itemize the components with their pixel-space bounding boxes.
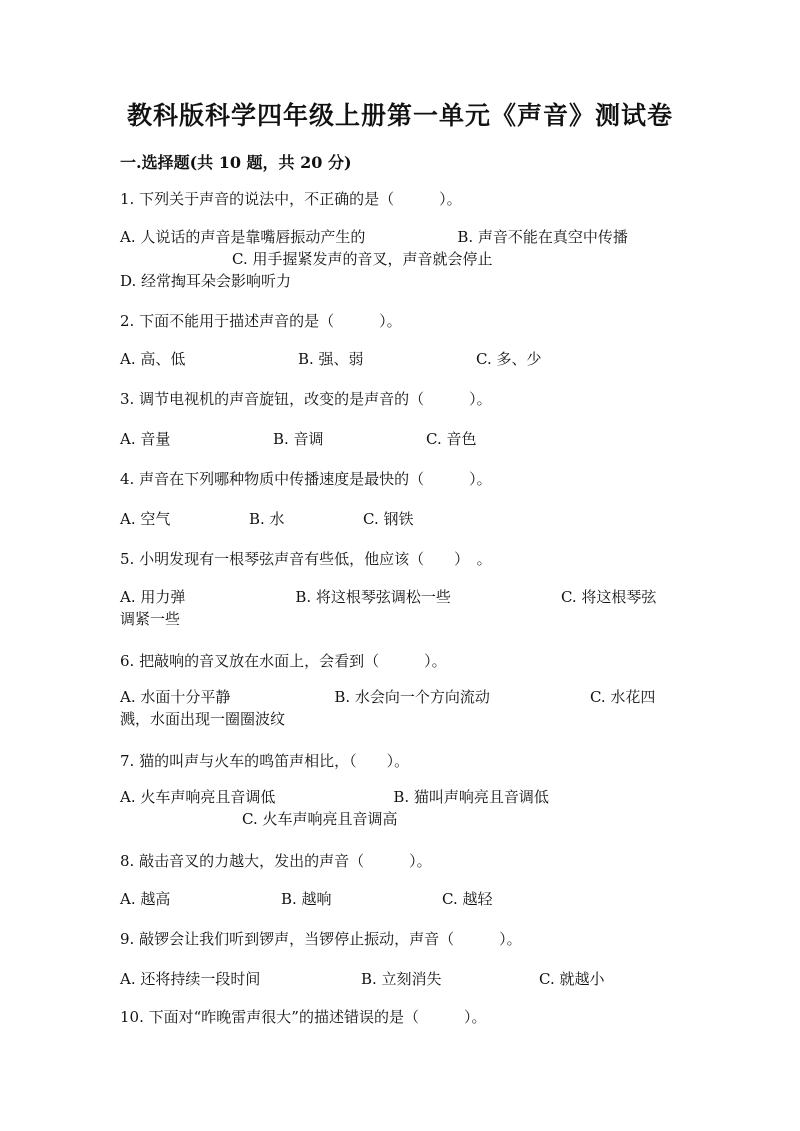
option-a: A. 水面十分平静 (120, 688, 231, 706)
question-8: 8. 敲击音叉的力越大，发出的声音（ ）。 (120, 852, 432, 870)
option-d: D. 经常掏耳朵会影响听力 (120, 272, 292, 290)
option-b: B. 水会向一个方向流动 (334, 688, 490, 706)
option-a: A. 空气 (120, 510, 171, 528)
option-a: A. 音量 (120, 430, 171, 448)
option-a: A. 高、低 (120, 350, 186, 368)
question-5-options (120, 586, 670, 630)
option-a: A. 用力弹 (120, 588, 186, 606)
question-2: 2. 下面不能用于描述声音的是（ ）。 (120, 312, 402, 330)
option-b: B. 声音不能在真空中传播 (457, 228, 628, 246)
question-10: 10. 下面对“昨晚雷声很大”的描述错误的是（ ）。 (120, 1008, 487, 1026)
option-b: B. 将这根琴弦调松一些 (295, 588, 451, 606)
question-7-options (120, 786, 670, 830)
option-b: B. 立刻消失 (361, 970, 442, 988)
option-c: C. 越轻 (442, 890, 493, 908)
option-b: B. 水 (249, 510, 285, 528)
option-b: B. 音调 (273, 430, 324, 448)
option-a: A. 火车声响亮且音调低 (120, 788, 276, 806)
option-c: C. 钢铁 (363, 510, 414, 528)
option-a: A. 人说话的声音是靠嘴唇振动产生的 (120, 228, 366, 246)
option-b: B. 猫叫声响亮且音调低 (393, 788, 549, 806)
question-4: 4. 声音在下列哪种物质中传播速度是最快的（ ）。 (120, 470, 492, 488)
option-c: C. 音色 (426, 430, 477, 448)
document-title: 教科版科学四年级上册第一单元《声音》测试卷 (126, 101, 673, 130)
section-heading: 一.选择题(共 10 题，共 20 分) (120, 153, 352, 172)
option-c: C. 火车声响亮且音调高 (242, 810, 398, 828)
option-b: B. 越响 (281, 890, 332, 908)
question-1: 1. 下列关于声音的说法中，不正确的是（ ）。 (120, 190, 462, 208)
option-c: C. 水花四溅，水面出现一圈圈波纹 (120, 688, 656, 728)
option-c: C. 多、少 (476, 350, 542, 368)
question-7: 7. 猫的叫声与火车的鸣笛声相比，（ ）。 (120, 752, 410, 770)
question-6: 6. 把敲响的音叉放在水面上，会看到（ ）。 (120, 652, 447, 670)
option-c: C. 将这根琴弦调紧一些 (120, 588, 657, 628)
question-9: 9. 敲锣会让我们听到锣声，当锣停止振动，声音（ ）。 (120, 930, 522, 948)
question-5: 5. 小明发现有一根琴弦声音有些低，他应该（ ） 。 (120, 550, 492, 568)
question-6-options (120, 686, 670, 730)
question-3: 3. 调节电视机的声音旋钮，改变的是声音的（ ）。 (120, 390, 492, 408)
option-a: A. 还将持续一段时间 (120, 970, 261, 988)
option-c: C. 用手握紧发声的音叉，声音就会停止 (232, 250, 493, 268)
option-a: A. 越高 (120, 890, 171, 908)
question-1-options (120, 226, 670, 292)
option-c: C. 就越小 (539, 970, 605, 988)
option-b: B. 强、弱 (298, 350, 364, 368)
